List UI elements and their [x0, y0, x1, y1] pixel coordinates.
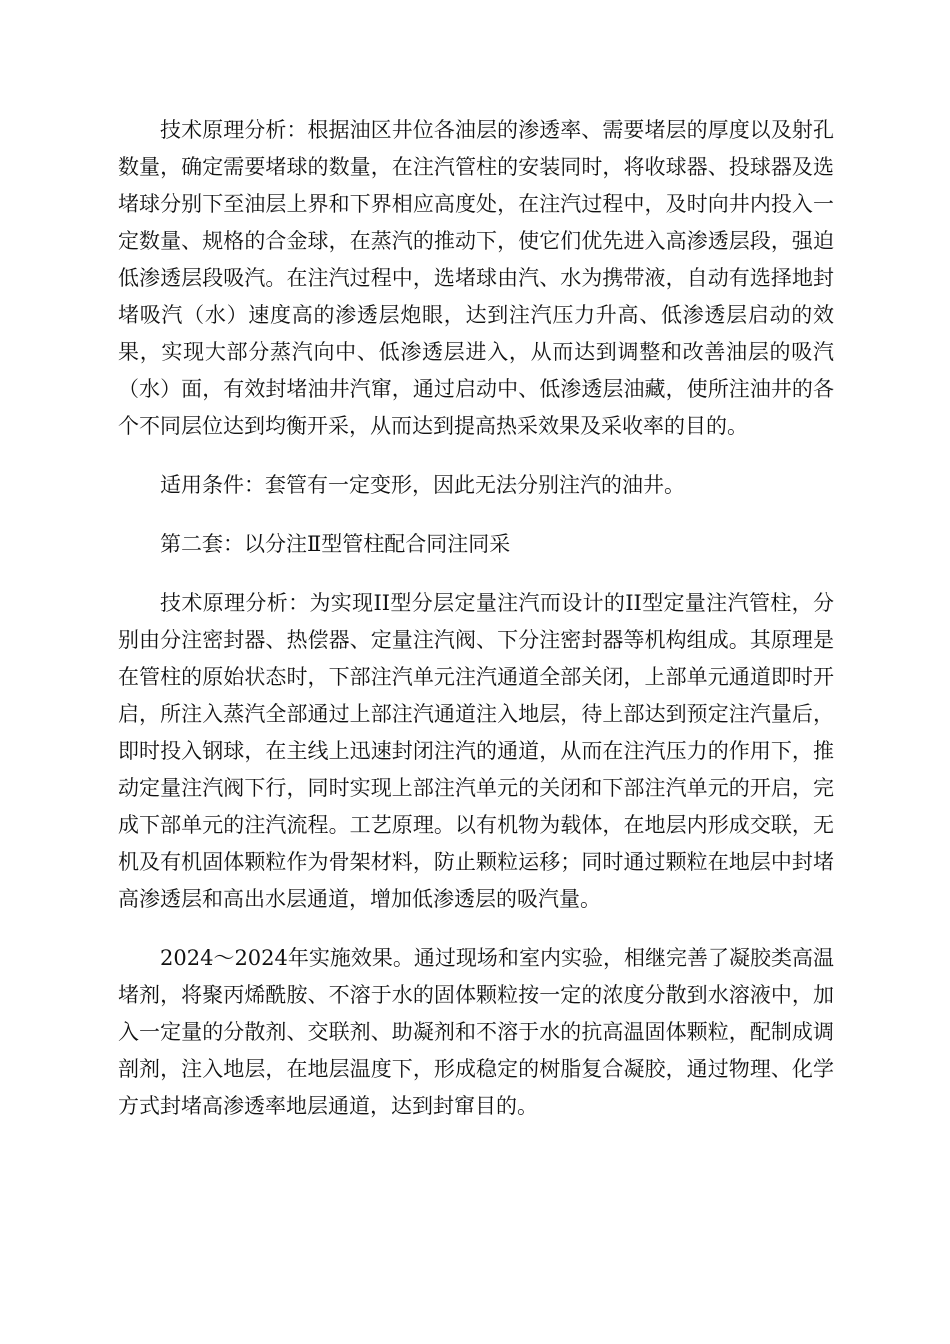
paragraph-principle-analysis-2: 技术原理分析：为实现II型分层定量注汽而设计的II型定量注汽管柱，分别由分注密封器、热偿器、定量注汽阀、下分注密封器等机构组成。其原理是在管柱的原始状态时，下部注汽单元注汽通道全部关闭，上部单元通道即时开启，所注入蒸汽全部通过上部注汽通道注入地层，待上部达到预定注汽量后，即时投入钢球，在主线上迅速封闭注汽的通道，从而在注汽压力的作用下，推动定量注汽阀下行，同时实现上部注汽单元的关闭和下部注汽单元的开启，完成下部单元的注汽流程。工艺原理。以有机物为载体，在地层内形成交联，无机及有机固体颗粒作为骨架材料，防止颗粒运移；同时通过颗粒在地层中封堵高渗透层和高出水层通道，增加低渗透层的吸汽量。 [118, 591, 834, 911]
paragraph-principle-analysis-1: 技术原理分析：根据油区井位各油层的渗透率、需要堵层的厚度以及射孔数量，确定需要堵球的数量，在注汽管柱的安装同时，将收球器、投球器及选堵球分别下至油层上界和下界相应高度处，在注汽过程中，及时向井内投入一定数量、规格的合金球，在蒸汽的推动下，使它们优先进入高渗透层段，强迫低渗透层段吸汽。在注汽过程中，选堵球由汽、水为携带液，自动有选择地封堵吸汽（水）速度高的渗透层炮眼，达到注汽压力升高、低渗透层启动的效果，实现大部分蒸汽向中、低渗透层进入，从而达到调整和改善油层的吸汽（水）面，有效封堵油井汽窜，通过启动中、低渗透层油藏，使所注油井的各个不同层位达到均衡开采，从而达到提高热采效果及采收率的目的。 [118, 118, 834, 438]
paragraph-second-set-heading: 第二套：以分注Ⅱ型管柱配合同注同采 [160, 532, 511, 556]
paragraph-implementation-effect: 2024～2024年实施效果。通过现场和室内实验，相继完善了凝胶类高温堵剂，将聚丙烯酰胺、不溶于水的固体颗粒按一定的浓度分散到水溶液中，加入一定量的分散剂、交联剂、助凝剂和不溶于水的抗高温固体颗粒，配制成调剖剂，注入地层，在地层温度下，形成稳定的树脂复合凝胶，通过物理、化学方式封堵高渗透率地层通道，达到封窜目的。 [118, 946, 834, 1118]
document-body [118, 112, 834, 1147]
paragraph-applicable-conditions: 适用条件：套管有一定变形，因此无法分别注汽的油井。 [160, 473, 685, 497]
